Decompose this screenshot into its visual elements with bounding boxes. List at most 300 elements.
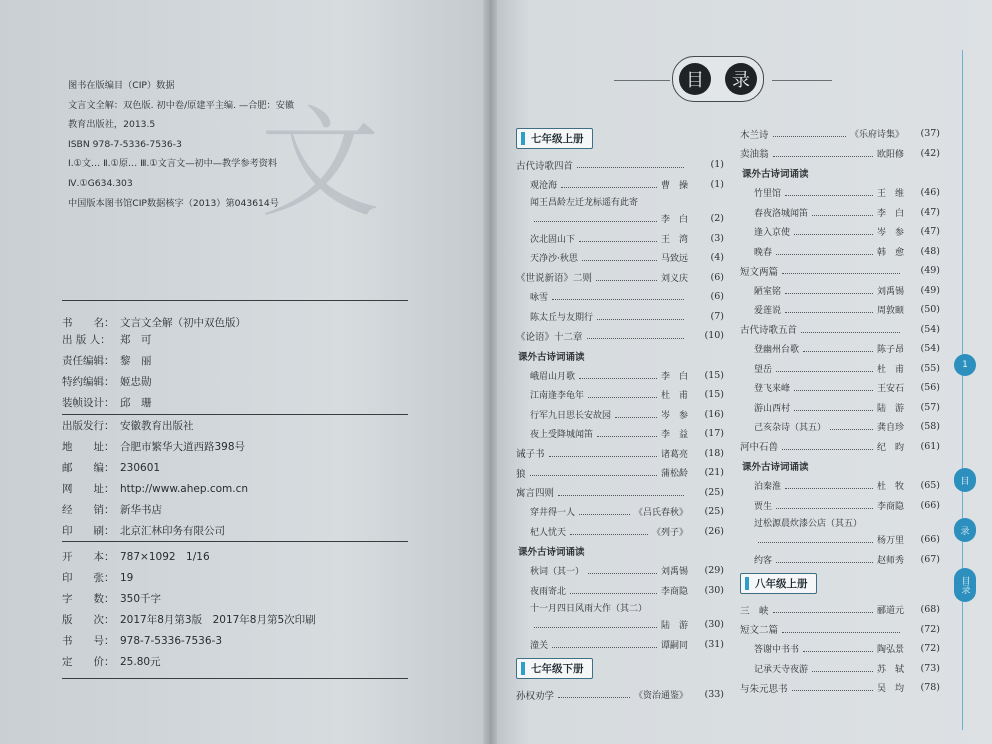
toc-entry-page: (58) bbox=[920, 421, 940, 433]
leader-dots bbox=[773, 136, 846, 137]
info-label: 地 址： bbox=[62, 441, 115, 453]
specs-block bbox=[62, 547, 316, 673]
toc-entry-author: 王 维 bbox=[876, 189, 904, 200]
toc-entry[interactable] bbox=[740, 242, 940, 262]
section-heading: 课外古诗词诵读 bbox=[742, 462, 809, 473]
toc-entry-author: 刘禹锡 bbox=[660, 567, 688, 578]
info-row bbox=[62, 458, 248, 479]
toc-entry-title: 竹里馆 bbox=[754, 189, 782, 200]
leader-dots bbox=[534, 221, 657, 222]
leader-dots bbox=[792, 690, 873, 691]
cip-line: 图书在版编目（CIP）数据 bbox=[68, 80, 175, 91]
toc-entry-page: (66) bbox=[920, 499, 940, 511]
toc-entry[interactable] bbox=[516, 635, 724, 655]
leader-dots bbox=[596, 280, 657, 281]
toc-entry[interactable] bbox=[516, 155, 724, 175]
toc-entry-title: 逢入京使 bbox=[754, 228, 791, 239]
toc-entry[interactable] bbox=[516, 405, 724, 425]
toc-entry[interactable] bbox=[740, 639, 940, 659]
toc-entry-author: 李商隐 bbox=[876, 501, 904, 512]
toc-entry-author: 《资治通鉴》 bbox=[633, 691, 688, 702]
tab-lu[interactable]: 录 bbox=[954, 518, 976, 542]
toc-entry-author: 龚自珍 bbox=[876, 423, 904, 434]
info-value: 19 bbox=[120, 572, 134, 584]
toc-entry[interactable] bbox=[740, 222, 940, 242]
toc-entry[interactable] bbox=[740, 261, 940, 281]
toc-entry-title: 己亥杂诗（其五） bbox=[754, 423, 827, 434]
toc-entry-author: 纪 昀 bbox=[876, 442, 904, 453]
toc-entry[interactable] bbox=[740, 398, 940, 418]
info-row bbox=[62, 351, 152, 372]
toc-entry[interactable] bbox=[516, 483, 724, 503]
toc-entry-author: 曹 操 bbox=[660, 180, 688, 191]
info-label: 经 销： bbox=[62, 504, 115, 516]
toc-entry-title: 十一月四日风雨大作（其二） bbox=[530, 604, 648, 614]
toc-entry[interactable] bbox=[740, 203, 940, 223]
toc-entry-title: 峨眉山月歌 bbox=[530, 371, 576, 382]
toc-entry-page: (47) bbox=[920, 206, 940, 218]
info-row bbox=[62, 547, 316, 568]
toc-entry-title: 《世说新语》二则 bbox=[516, 273, 593, 285]
toc-entry-page: (10) bbox=[704, 330, 724, 342]
toc-entry-page: (50) bbox=[920, 304, 940, 316]
toc-entry-page: (54) bbox=[920, 343, 940, 355]
toc-entry[interactable] bbox=[740, 183, 940, 203]
toc-entry-title: 游山西村 bbox=[754, 403, 791, 414]
toc-entry-title: 闻王昌龄左迁龙标遥有此寄 bbox=[530, 198, 639, 208]
leader-dots bbox=[587, 338, 684, 339]
toc-column-left bbox=[516, 124, 724, 705]
toc-entry-page: (31) bbox=[704, 638, 724, 650]
leader-dots bbox=[588, 573, 657, 574]
toc-entry[interactable] bbox=[516, 385, 724, 405]
divider bbox=[62, 414, 408, 415]
toc-entry-page: (2) bbox=[710, 213, 724, 225]
toc-entry[interactable] bbox=[516, 424, 724, 444]
info-row bbox=[62, 393, 152, 414]
info-row bbox=[62, 372, 152, 393]
info-label: 特约编辑： bbox=[62, 376, 115, 388]
toc-entry-title: 诫子书 bbox=[516, 449, 545, 461]
toc-title bbox=[672, 56, 764, 102]
leader-dots bbox=[794, 390, 873, 391]
leader-dots bbox=[785, 312, 873, 313]
leader-dots bbox=[812, 215, 873, 216]
toc-entry-title: 约客 bbox=[754, 555, 773, 566]
info-label: 出 版 人： bbox=[62, 334, 111, 346]
watermark-title: 文 bbox=[260, 95, 380, 234]
toc-entry-author: 韩 愈 bbox=[876, 247, 904, 258]
toc-entry-page: (68) bbox=[920, 604, 940, 616]
toc-entry[interactable] bbox=[516, 307, 724, 327]
leader-dots bbox=[579, 514, 630, 515]
toc-entry-author: 李 益 bbox=[660, 430, 688, 441]
toc-entry-author: 蒲松龄 bbox=[660, 469, 688, 480]
toc-entry-author: 诸葛亮 bbox=[660, 449, 688, 460]
divider bbox=[62, 541, 408, 542]
toc-entry-title: 次北固山下 bbox=[530, 234, 576, 245]
toc-entry-author: 陶弘景 bbox=[876, 645, 904, 656]
toc-entry-page: (61) bbox=[920, 440, 940, 452]
info-label: 出版发行： bbox=[62, 420, 115, 432]
toc-entry-title: 陋室铭 bbox=[754, 286, 782, 297]
toc-entry-title: 狼 bbox=[516, 468, 526, 480]
toc-entry-author: 欧阳修 bbox=[876, 149, 904, 160]
toc-entry-page: (15) bbox=[704, 369, 724, 381]
toc-entry-page: (65) bbox=[920, 480, 940, 492]
info-row bbox=[62, 437, 248, 458]
toc-entry[interactable] bbox=[740, 476, 940, 496]
leader-dots bbox=[830, 429, 873, 430]
toc-entry[interactable] bbox=[516, 685, 724, 705]
info-row bbox=[62, 652, 316, 673]
cip-block bbox=[68, 76, 388, 213]
leader-dots bbox=[776, 508, 873, 509]
toc-entry[interactable] bbox=[516, 268, 724, 288]
info-label: 印 张： bbox=[62, 572, 115, 584]
tab-mulu[interactable]: 目录 bbox=[954, 568, 976, 602]
toc-entry[interactable] bbox=[516, 194, 724, 209]
toc-entry-page: (25) bbox=[704, 506, 724, 518]
info-value: 合肥市繁华大道西路398号 bbox=[120, 441, 246, 453]
tab-mu[interactable]: 目 bbox=[954, 468, 976, 492]
toc-entry[interactable] bbox=[516, 326, 724, 346]
toc-entry-page: (6) bbox=[710, 291, 724, 303]
toc-entry-title: 夜雨寄北 bbox=[530, 586, 567, 597]
toc-entry[interactable] bbox=[516, 615, 724, 635]
leader-dots bbox=[588, 397, 657, 398]
toc-entry-title: 登幽州台歌 bbox=[754, 345, 800, 356]
leader-dots bbox=[577, 167, 684, 168]
leader-dots bbox=[561, 187, 657, 188]
leader-dots bbox=[785, 488, 873, 489]
info-value: 978-7-5336-7536-3 bbox=[120, 635, 223, 647]
toc-entry-page: (25) bbox=[704, 486, 724, 498]
toc-entry-page: (72) bbox=[920, 623, 940, 635]
toc-entry-page: (48) bbox=[920, 245, 940, 257]
toc-entry-author: 郦道元 bbox=[876, 606, 904, 617]
leader-dots bbox=[758, 542, 873, 543]
left-page bbox=[0, 0, 490, 744]
toc-entry-author: 赵师秀 bbox=[876, 555, 904, 566]
info-label: 责任编辑： bbox=[62, 355, 115, 367]
toc-entry-author: 李 白 bbox=[876, 208, 904, 219]
leader-dots bbox=[552, 647, 657, 648]
toc-entry[interactable] bbox=[516, 600, 724, 615]
info-label: 书 号： bbox=[62, 635, 115, 647]
toc-entry[interactable] bbox=[516, 581, 724, 601]
info-value: 350千字 bbox=[120, 593, 162, 605]
info-label: 印 刷： bbox=[62, 525, 115, 537]
book-spine bbox=[483, 0, 497, 744]
toc-entry[interactable] bbox=[740, 620, 940, 640]
toc-entry[interactable] bbox=[740, 359, 940, 379]
toc-entry-title: 答谢中书书 bbox=[754, 645, 800, 656]
toc-entry-title: 木兰诗 bbox=[740, 129, 769, 141]
grade-label: 七年级上册 bbox=[531, 133, 584, 145]
section-heading: 课外古诗词诵读 bbox=[518, 547, 585, 558]
toc-entry-author: 李 白 bbox=[660, 371, 688, 382]
info-value: 姬忠勋 bbox=[120, 376, 152, 388]
toc-entry-title: 古代诗歌五首 bbox=[740, 325, 798, 337]
toc-entry-page: (16) bbox=[704, 408, 724, 420]
toc-entry[interactable] bbox=[516, 248, 724, 268]
cip-line: 中国版本图书馆CIP数据核字（2013）第043614号 bbox=[68, 197, 279, 209]
toc-entry-page: (7) bbox=[710, 310, 724, 322]
toc-entry-title: 江南逢李龟年 bbox=[530, 391, 585, 402]
leader-dots bbox=[552, 299, 684, 300]
toc-entry-author: 《乐府诗集》 bbox=[849, 130, 904, 141]
toc-entry-title: 卖油翁 bbox=[740, 149, 769, 161]
toc-entry[interactable] bbox=[516, 229, 724, 249]
toc-entry-page: (55) bbox=[920, 362, 940, 374]
cip-line: Ⅳ.①G634.303 bbox=[68, 177, 133, 189]
toc-entry-page: (37) bbox=[920, 128, 940, 140]
toc-entry[interactable] bbox=[740, 339, 940, 359]
info-row bbox=[62, 631, 316, 652]
toc-entry-page: (1) bbox=[710, 159, 724, 171]
leader-dots bbox=[782, 273, 900, 274]
toc-entry-title: 短文二篇 bbox=[740, 625, 779, 637]
toc-entry-author: 岑 参 bbox=[876, 228, 904, 239]
toc-entry-title: 行军九日思长安故园 bbox=[530, 410, 612, 421]
page-number-tab: 1 bbox=[954, 354, 976, 376]
toc-entry-page: (30) bbox=[704, 584, 724, 596]
info-label: 网 址： bbox=[62, 483, 115, 495]
toc-entry-title: 杞人忧天 bbox=[530, 527, 567, 538]
cip-line: ISBN 978-7-5336-7536-3 bbox=[68, 138, 182, 150]
toc-entry[interactable] bbox=[740, 378, 940, 398]
toc-entry-author: 李 白 bbox=[660, 215, 688, 226]
leader-dots bbox=[534, 627, 657, 628]
toc-entry[interactable] bbox=[740, 515, 940, 530]
info-row bbox=[62, 610, 316, 631]
toc-entry-author: 周敦颐 bbox=[876, 306, 904, 317]
toc-title-char: 录 bbox=[725, 63, 757, 95]
toc-entry-title: 河中石兽 bbox=[740, 442, 779, 454]
section-heading: 课外古诗词诵读 bbox=[742, 169, 809, 180]
cip-line: Ⅰ.①文… Ⅱ.①原… Ⅲ.①文言文—初中—教学参考资料 bbox=[68, 158, 278, 170]
leader-dots bbox=[773, 156, 873, 157]
toc-entry[interactable] bbox=[740, 678, 940, 698]
toc-entry[interactable] bbox=[516, 287, 724, 307]
toc-entry[interactable] bbox=[740, 659, 940, 679]
toc-entry[interactable] bbox=[740, 300, 940, 320]
grade-header bbox=[516, 128, 593, 149]
toc-entry-title: 登飞来峰 bbox=[754, 384, 791, 395]
toc-entry-author: 陈子昂 bbox=[876, 345, 904, 356]
toc-entry-author: 杜 甫 bbox=[660, 391, 688, 402]
leader-dots bbox=[530, 475, 657, 476]
toc-entry-page: (67) bbox=[920, 553, 940, 565]
toc-entry[interactable] bbox=[516, 444, 724, 464]
toc-entry-page: (57) bbox=[920, 401, 940, 413]
info-label: 定 价： bbox=[62, 656, 115, 668]
toc-entry-author: 刘禹锡 bbox=[876, 286, 904, 297]
info-value: 文言文全解（初中双色版） bbox=[120, 317, 246, 329]
info-label: 字 数： bbox=[62, 593, 115, 605]
leader-dots bbox=[782, 449, 873, 450]
grade-header bbox=[516, 658, 593, 679]
toc-entry-page: (47) bbox=[920, 226, 940, 238]
toc-entry-title: 过松源晨炊漆公店（其五） bbox=[754, 519, 863, 529]
info-row bbox=[62, 330, 152, 351]
toc-entry-title: 咏雪 bbox=[530, 293, 549, 304]
toc-entry-page: (4) bbox=[710, 252, 724, 264]
toc-entry-title: 寓言四则 bbox=[516, 488, 555, 500]
toc-title-char: 目 bbox=[679, 63, 711, 95]
section-heading: 课外古诗词诵读 bbox=[518, 351, 585, 363]
toc-entry[interactable] bbox=[516, 463, 724, 483]
info-label: 邮 编： bbox=[62, 462, 115, 474]
toc-entry-page: (6) bbox=[710, 271, 724, 283]
toc-entry[interactable] bbox=[740, 437, 940, 457]
leader-dots bbox=[782, 632, 900, 633]
info-value: 230601 bbox=[120, 462, 161, 474]
toc-entry-title: 三 峡 bbox=[740, 605, 769, 617]
toc-entry[interactable] bbox=[740, 550, 940, 570]
leader-dots bbox=[558, 697, 630, 698]
toc-column-right bbox=[740, 124, 940, 698]
leader-dots bbox=[785, 195, 873, 196]
toc-entry-author: 王安石 bbox=[876, 384, 904, 395]
toc-entry-title: 潼关 bbox=[530, 640, 549, 651]
toc-entry-page: (72) bbox=[920, 643, 940, 655]
info-value: 787×1092 1/16 bbox=[120, 551, 210, 563]
divider bbox=[62, 678, 408, 679]
grade-marker bbox=[521, 132, 525, 145]
toc-entry-page: (17) bbox=[704, 428, 724, 440]
info-label: 开 本： bbox=[62, 551, 115, 563]
toc-entry-page: (18) bbox=[704, 447, 724, 459]
toc-entry-author: 《列子》 bbox=[651, 527, 688, 538]
publisher-block bbox=[62, 416, 248, 542]
leader-dots bbox=[579, 378, 657, 379]
cip-line: 教育出版社，2013.5 bbox=[68, 119, 156, 131]
info-row bbox=[62, 479, 248, 500]
leader-dots bbox=[773, 612, 873, 613]
toc-entry-title: 爱莲说 bbox=[754, 306, 782, 317]
toc-entry[interactable] bbox=[740, 144, 940, 164]
toc-entry-page: (56) bbox=[920, 382, 940, 394]
toc-entry[interactable] bbox=[516, 502, 724, 522]
info-value: 安徽教育出版社 bbox=[120, 420, 194, 432]
toc-entry[interactable] bbox=[516, 209, 724, 229]
info-label: 版 次： bbox=[62, 614, 115, 626]
toc-entry-title: 秋词（其一） bbox=[530, 567, 585, 578]
toc-entry-page: (15) bbox=[704, 389, 724, 401]
leader-dots bbox=[579, 241, 657, 242]
toc-entry[interactable] bbox=[516, 522, 724, 542]
toc-entry-page: (66) bbox=[920, 534, 940, 546]
toc-entry-author: 苏 轼 bbox=[876, 664, 904, 675]
info-value: http://www.ahep.com.cn bbox=[120, 483, 249, 495]
toc-entry-title: 短文两篇 bbox=[740, 266, 779, 278]
info-row bbox=[62, 500, 248, 521]
toc-entry-page: (3) bbox=[710, 232, 724, 244]
toc-entry-author: 杜 牧 bbox=[876, 482, 904, 493]
toc-entry-title: 春夜洛城闻笛 bbox=[754, 208, 809, 219]
toc-entry-author: 王 湾 bbox=[660, 234, 688, 245]
leader-dots bbox=[794, 410, 873, 411]
toc-entry-title: 古代诗歌四首 bbox=[516, 160, 574, 172]
toc-entry-title: 穿井得一人 bbox=[530, 508, 576, 519]
toc-entry-page: (29) bbox=[704, 565, 724, 577]
toc-entry-author: 马致远 bbox=[660, 254, 688, 265]
toc-entry-page: (30) bbox=[704, 619, 724, 631]
leader-dots bbox=[776, 371, 873, 372]
toc-entry-author: 谭嗣同 bbox=[660, 640, 688, 651]
toc-entry[interactable] bbox=[740, 530, 940, 550]
toc-entry[interactable] bbox=[740, 281, 940, 301]
toc-entry-author: 杜 甫 bbox=[876, 364, 904, 375]
grade-label: 七年级下册 bbox=[531, 663, 584, 675]
leader-dots bbox=[615, 417, 657, 418]
toc-entry[interactable] bbox=[740, 417, 940, 437]
toc-entry-page: (54) bbox=[920, 323, 940, 335]
toc-entry-title: 陈太丘与友期行 bbox=[530, 312, 594, 323]
leader-dots bbox=[776, 562, 873, 563]
info-value: 2017年8月第3版 2017年8月第5次印刷 bbox=[120, 614, 316, 626]
leader-dots bbox=[582, 260, 657, 261]
info-value: 北京汇林印务有限公司 bbox=[120, 525, 225, 537]
leader-dots bbox=[570, 534, 648, 535]
toc-entry[interactable] bbox=[740, 496, 940, 516]
info-value: 新华书店 bbox=[120, 504, 162, 516]
info-row bbox=[62, 568, 316, 589]
leader-dots bbox=[776, 254, 873, 255]
toc-entry-author: 吴 均 bbox=[876, 684, 904, 695]
toc-entry-title: 天净沙·秋思 bbox=[530, 254, 578, 265]
leader-dots bbox=[597, 319, 684, 320]
leader-dots bbox=[812, 671, 873, 672]
leader-dots bbox=[570, 593, 657, 594]
toc-entry-title: 与朱元思书 bbox=[740, 683, 788, 695]
toc-entry-author: 李商隐 bbox=[660, 586, 688, 597]
toc-entry-title: 泊秦淮 bbox=[754, 482, 782, 493]
toc-entry-title: 望岳 bbox=[754, 364, 773, 375]
info-row bbox=[62, 416, 248, 437]
toc-entry-page: (42) bbox=[920, 147, 940, 159]
info-value: 黎 丽 bbox=[120, 355, 152, 367]
toc-entry[interactable] bbox=[516, 366, 724, 386]
info-value: 邱 珊 bbox=[120, 397, 152, 409]
leader-dots bbox=[558, 495, 684, 496]
info-value: 25.80元 bbox=[120, 656, 161, 668]
toc-entry-page: (49) bbox=[920, 284, 940, 296]
toc-entry-page: (49) bbox=[920, 265, 940, 277]
toc-entry-page: (21) bbox=[704, 467, 724, 479]
toc-entry-author: 杨万里 bbox=[876, 536, 904, 547]
leader-dots bbox=[597, 436, 657, 437]
grade-marker bbox=[521, 662, 525, 675]
toc-entry[interactable] bbox=[740, 124, 940, 144]
toc-entry[interactable] bbox=[740, 600, 940, 620]
leader-dots bbox=[801, 332, 900, 333]
toc-entry[interactable] bbox=[516, 175, 724, 195]
divider bbox=[62, 300, 408, 301]
toc-entry-page: (73) bbox=[920, 662, 940, 674]
toc-entry-author: 陆 游 bbox=[876, 403, 904, 414]
toc-entry[interactable] bbox=[516, 561, 724, 581]
toc-entry-title: 孙权劝学 bbox=[516, 690, 555, 702]
toc-entry[interactable] bbox=[740, 320, 940, 340]
toc-entry-page: (78) bbox=[920, 682, 940, 694]
toc-entry-author: 刘义庆 bbox=[660, 273, 688, 284]
toc-entry-title: 贾生 bbox=[754, 501, 773, 512]
leader-dots bbox=[794, 234, 873, 235]
info-label: 装帧设计： bbox=[62, 397, 115, 409]
